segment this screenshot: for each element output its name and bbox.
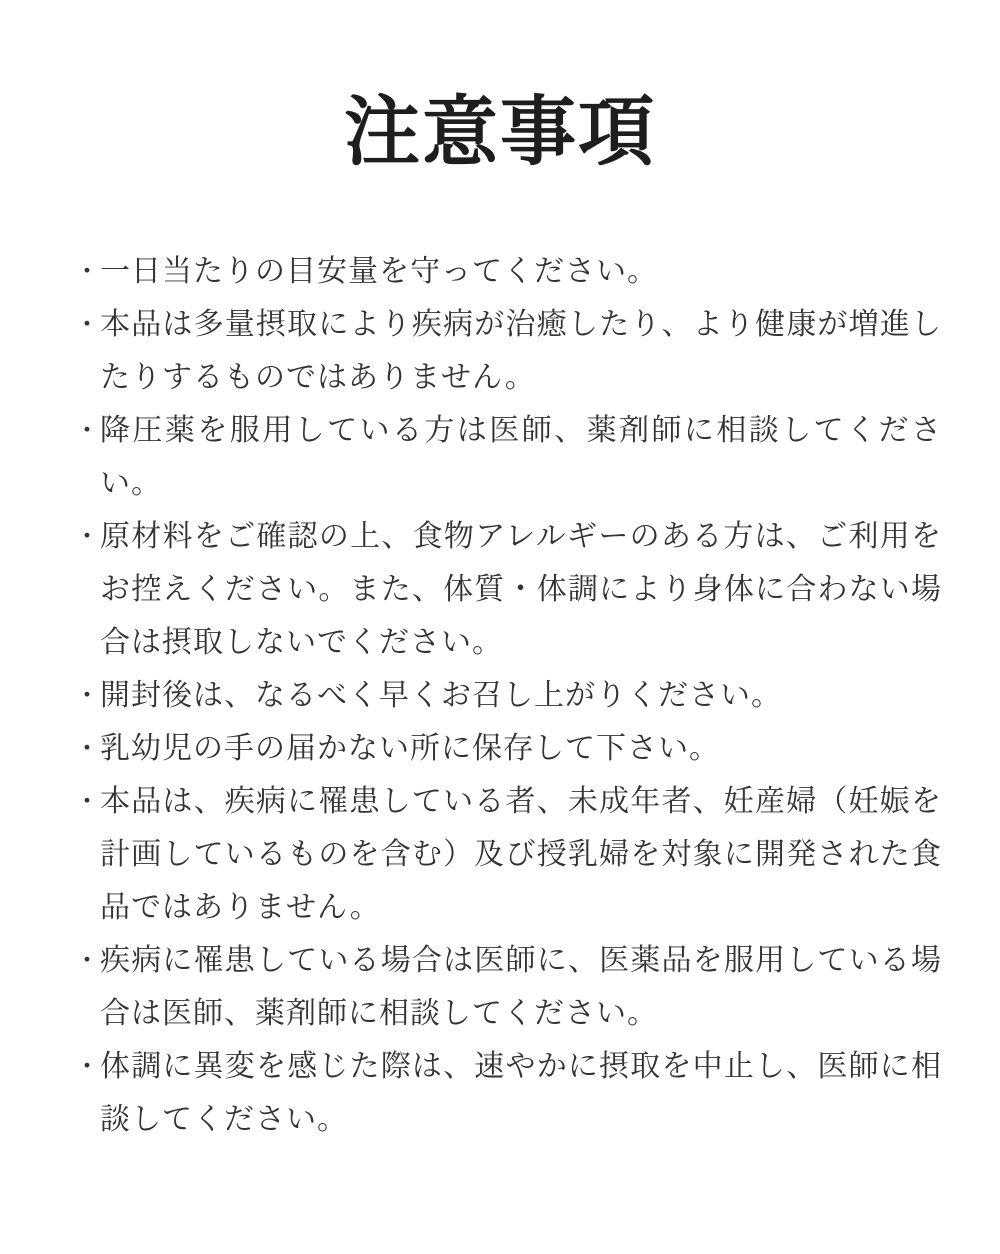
list-item [74,298,944,404]
list-item-text: 本品は、疾病に罹患している者、未成年者、妊産婦（妊娠を計画しているものを含む）及び授乳婦を対象に開発された食品ではありません。 [100,785,942,924]
list-item-text: 一日当たりの目安量を守ってください。 [100,255,658,288]
list-item-text: 原材料をご確認の上、食物アレルギーのある方は、ご利用をお控えください。また、体質・体調により身体に合わない場合は摂取しないでください。 [100,520,942,659]
bullet-icon: ・ [74,786,102,816]
list-item-text: 降圧薬を服用している方は医師、薬剤師に相談してください。 [100,414,942,500]
bullet-icon: ・ [74,415,102,445]
list-item-text: 本品は多量摂取により疾病が治癒したり、より健康が増進したりするものではありません。 [100,308,942,394]
list-item [74,510,944,669]
list-item [74,404,944,510]
list-item-text: 疾病に罹患している場合は医師に、医薬品を服用している場合は医師、薬剤師に相談してください。 [100,944,942,1030]
list-item [74,245,944,298]
list-item [74,1040,944,1146]
bullet-icon: ・ [74,680,102,710]
bullet-icon: ・ [74,309,102,339]
list-item [74,722,944,775]
bullet-icon: ・ [74,521,102,551]
bullet-icon: ・ [74,733,102,763]
list-item [74,669,944,722]
page-title: 注意事項 [344,91,656,175]
list-item-text: 体調に異変を感じた際は、速やかに摂取を中止し、医師に相談してください。 [100,1050,942,1136]
precaution-list [0,245,1000,1146]
bullet-icon: ・ [74,256,102,286]
list-item [74,775,944,934]
bullet-icon: ・ [74,945,102,975]
list-item-text: 開封後は、なるべく早くお召し上がりください。 [100,679,782,712]
bullet-icon: ・ [74,1051,102,1081]
list-item-text: 乳幼児の手の届かない所に保存して下さい。 [100,732,720,765]
list-item [74,934,944,1040]
